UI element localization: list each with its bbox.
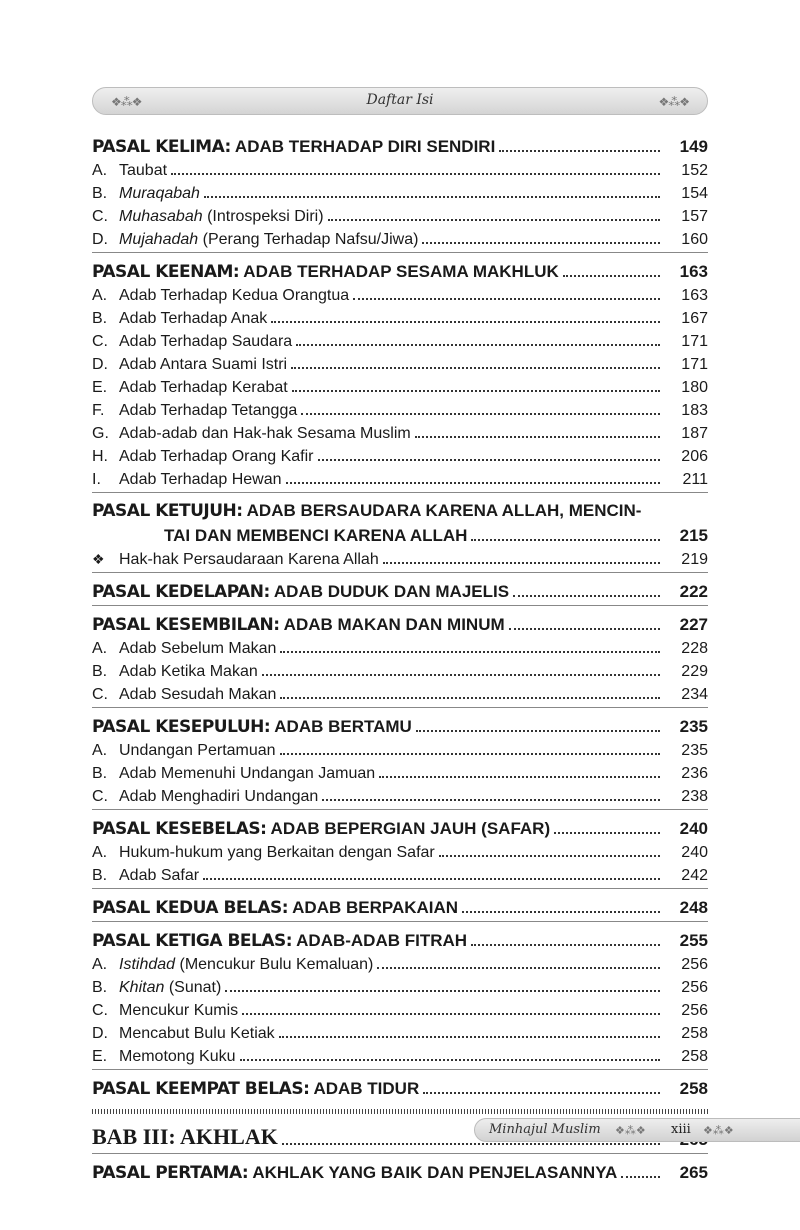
item-text: Memotong Kuku [119,1048,236,1065]
toc-item[interactable] [92,681,708,704]
toc-chapter[interactable] [92,712,708,737]
table-of-contents [92,128,708,1183]
dot-leader [280,697,660,699]
dot-leader [301,413,660,415]
item-marker: C. [92,788,108,805]
footer-banner [474,1118,800,1142]
page-number: 167 [681,310,708,327]
dot-leader [296,344,660,346]
page-number: 258 [679,1079,708,1098]
item-text: Mencabut Bulu Ketiak [119,1025,275,1042]
dot-leader [383,562,660,564]
page-number: 163 [681,287,708,304]
toc-chapter[interactable] [92,610,708,635]
toc-item[interactable] [92,443,708,466]
header-banner [92,87,708,115]
page-number: 248 [679,898,708,917]
bab-divider [92,1109,708,1114]
item-text: (Sunat) [164,979,222,996]
item-marker: A. [92,640,108,657]
page-number: 265 [679,1163,708,1182]
item-marker: A. [92,162,108,179]
page-number: 255 [679,931,708,950]
dot-leader [318,459,661,461]
ornament-icon: ❖⁂❖ [615,1125,646,1137]
item-marker: D. [92,356,108,373]
item-marker: B. [92,765,108,782]
toc-item[interactable] [92,328,708,351]
page-number: 234 [681,686,708,703]
dot-leader [204,196,660,198]
item-text: Adab-adab dan Hak-hak Sesama Muslim [119,425,411,442]
page-number: 187 [681,425,708,442]
page-number: 180 [681,379,708,396]
page-number: 242 [681,867,708,884]
chapter-prefix: PASAL KESEBELAS: [92,819,267,839]
page-number: 228 [681,640,708,657]
section-divider [92,809,708,810]
dot-leader [416,730,660,732]
item-text: Mencukur Kumis [119,1002,239,1019]
page-number: 149 [679,137,708,156]
section-divider [92,888,708,889]
toc-item[interactable] [92,635,708,658]
toc-item[interactable] [92,951,708,974]
page-number: 219 [681,551,708,568]
page-number: 240 [679,819,708,838]
item-marker: E. [92,379,108,396]
chapter-prefix: PASAL KETUJUH: [92,501,243,521]
chapter-title: ADAB TERHADAP SESAMA MAKHLUK [239,262,559,281]
page-number: 160 [681,231,708,248]
item-text-italic: Muraqabah [119,185,200,202]
item-text: Adab Terhadap Kedua Orangtua [119,287,350,304]
toc-chapter-continuation[interactable] [92,521,708,546]
item-text: (Introspeksi Diri) [202,208,324,225]
page-number: 171 [681,356,708,373]
toc-chapter[interactable] [92,1074,708,1099]
item-text-italic: Mujahadah [119,231,199,248]
chapter-title: ADAB TERHADAP DIRI SENDIRI [230,137,496,156]
item-marker: E. [92,1048,108,1065]
item-text: Adab Antara Suami Istri [119,356,288,373]
item-text: Adab Terhadap Tetangga [119,402,298,419]
section-divider [92,1069,708,1070]
chapter-prefix: PASAL KETIGA BELAS: [92,931,293,951]
dot-leader [280,753,660,755]
toc-item[interactable] [92,157,708,180]
toc-item[interactable] [92,658,708,681]
toc-item[interactable] [92,783,708,806]
dot-leader [415,436,660,438]
page-number: 229 [681,663,708,680]
item-text: Adab Terhadap Anak [119,310,268,327]
dot-leader [282,1143,660,1145]
diamond-bullet-icon: ❖ [92,551,105,567]
chapter-title: ADAB BERPAKAIAN [288,898,459,917]
section-divider [92,492,708,493]
chapter-title: AKHLAK YANG BAIK DAN PENJELASANNYA [248,1163,618,1182]
chapter-prefix: PASAL KEDELAPAN: [92,582,270,602]
dot-leader [563,275,660,277]
dot-leader [280,651,660,653]
dot-leader [377,967,660,969]
item-text: (Mencukur Bulu Kemaluan) [175,956,374,973]
dot-leader [353,298,660,300]
toc-chapter[interactable] [92,1158,708,1183]
toc-item[interactable] [92,1020,708,1043]
toc-item[interactable] [92,997,708,1020]
page-number: 154 [681,185,708,202]
item-marker: B. [92,867,108,884]
page-number: 222 [679,582,708,601]
dot-leader [328,219,660,221]
dot-leader [292,390,660,392]
dot-leader [171,173,660,175]
chapter-title: ADAB-ADAB FITRAH [292,931,468,950]
dot-leader [471,539,660,541]
section-divider [92,1153,708,1154]
page-number: 256 [681,1002,708,1019]
item-marker: B. [92,185,108,202]
dot-leader [462,911,660,913]
item-text: Hak-hak Persaudaraan Karena Allah [119,551,379,568]
item-text: Adab Terhadap Saudara [119,333,293,350]
page-number: 211 [682,471,708,488]
dot-leader [203,878,660,880]
chapter-title-line1: ADAB BERSAUDARA KARENA ALLAH, MENCIN- [242,501,642,520]
item-text: Adab Sebelum Makan [119,640,277,657]
chapter-prefix: PASAL KESEMBILAN: [92,615,280,635]
ornament-left-icon: ❖⁂❖ [111,95,142,109]
page-number: 256 [681,956,708,973]
dot-leader [262,674,660,676]
dot-leader [423,1092,660,1094]
dot-leader [240,1059,660,1061]
page-number: 206 [681,448,708,465]
item-marker: H. [92,448,108,465]
page-number: 236 [681,765,708,782]
dot-leader [513,595,660,597]
page-number: 183 [681,402,708,419]
toc-item[interactable] [92,737,708,760]
dot-leader [439,855,660,857]
chapter-title: ADAB MAKAN DAN MINUM [279,615,505,634]
page-number: 235 [681,742,708,759]
item-text: Undangan Pertamuan [119,742,276,759]
item-marker: A. [92,287,108,304]
toc-chapter[interactable] [92,132,708,157]
toc-item[interactable] [92,282,708,305]
page-number: 238 [681,788,708,805]
toc-item[interactable] [92,974,708,997]
footer-book-title: Minhajul Muslim [489,1122,601,1137]
chapter-prefix: PASAL KEEMPAT BELAS: [92,1079,310,1099]
dot-leader [621,1176,660,1178]
toc-item[interactable] [92,420,708,443]
item-text: Adab Menghadiri Undangan [119,788,319,805]
item-marker: D. [92,1025,108,1042]
item-text: Hukum-hukum yang Berkaitan dengan Safar [119,844,435,861]
item-text: Adab Ketika Makan [119,663,258,680]
item-text: Adab Memenuhi Undangan Jamuan [119,765,376,782]
item-marker: C. [92,686,108,703]
toc-item[interactable] [92,466,708,489]
chapter-title: ADAB DUDUK DAN MAJELIS [269,582,510,601]
toc-item[interactable] [92,351,708,374]
item-marker: D. [92,231,108,248]
dot-leader [225,990,660,992]
toc-chapter[interactable] [92,497,708,521]
item-text-italic: Istihdad [119,956,176,973]
page-number: 171 [681,333,708,350]
chapter-prefix: PASAL PERTAMA: [92,1163,249,1183]
dot-leader [509,628,660,630]
item-text: Adab Terhadap Orang Kafir [119,448,314,465]
item-text: Adab Sesudah Makan [119,686,277,703]
toc-item[interactable] [92,760,708,783]
page-number: 258 [681,1025,708,1042]
dot-leader [322,799,660,801]
dot-leader [554,832,660,834]
item-text: Adab Terhadap Kerabat [119,379,288,396]
item-marker: B. [92,663,108,680]
item-text: Taubat [119,162,168,179]
page-number: 258 [681,1048,708,1065]
toc-item[interactable] [92,180,708,203]
item-marker: F. [92,402,105,419]
section-divider [92,707,708,708]
dot-leader [499,150,660,152]
chapter-title: ADAB TIDUR [309,1079,420,1098]
toc-item[interactable] [92,546,708,569]
item-marker: C. [92,208,108,225]
item-marker: A. [92,956,108,973]
item-marker: C. [92,333,108,350]
item-marker: I. [92,471,101,488]
dot-leader [379,776,660,778]
page-number: 163 [679,262,708,281]
item-text-italic: Muhasabah [119,208,203,225]
chapter-prefix: PASAL KESEPULUH: [92,717,271,737]
dot-leader [271,321,660,323]
item-text-italic: Khitan [119,979,165,996]
item-marker: B. [92,979,108,996]
page-number: 235 [679,717,708,736]
footer-page-number: xiii [671,1122,691,1137]
toc-chapter[interactable] [92,814,708,839]
chapter-prefix: PASAL KELIMA: [92,137,231,157]
section-divider [92,605,708,606]
item-marker: C. [92,1002,108,1019]
section-divider [92,921,708,922]
dot-leader [422,242,660,244]
toc-item[interactable] [92,862,708,885]
toc-item[interactable] [92,374,708,397]
chapter-title-line2: TAI DAN MEMBENCI KARENA ALLAH [164,526,468,545]
page-number: 256 [681,979,708,996]
toc-chapter[interactable] [92,257,708,282]
page-number: 227 [679,615,708,634]
toc-item[interactable] [92,839,708,862]
toc-item[interactable] [92,305,708,328]
item-text: (Perang Terhadap Nafsu/Jiwa) [198,231,419,248]
item-marker: A. [92,742,108,759]
bab-title: BAB III: AKHLAK [92,1124,278,1149]
item-marker: G. [92,425,109,442]
page-number: 215 [679,526,708,545]
section-divider [92,572,708,573]
ornament-right-icon: ❖⁂❖ [658,95,689,109]
dot-leader [471,944,660,946]
chapter-title: ADAB BERTAMU [270,717,412,736]
dot-leader [242,1013,660,1015]
toc-chapter[interactable] [92,577,708,602]
chapter-prefix: PASAL KEENAM: [92,262,240,282]
toc-item[interactable] [92,397,708,420]
toc-chapter[interactable] [92,926,708,951]
dot-leader [279,1036,660,1038]
item-text: Adab Terhadap Hewan [119,471,282,488]
item-marker: B. [92,310,108,327]
ornament-icon: ❖⁂❖ [703,1125,734,1137]
page-number: 240 [681,844,708,861]
toc-chapter[interactable] [92,893,708,918]
dot-leader [286,482,661,484]
item-marker: A. [92,844,108,861]
toc-item[interactable] [92,226,708,249]
chapter-prefix: PASAL KEDUA BELAS: [92,898,289,918]
item-text: Adab Safar [119,867,200,884]
chapter-title: ADAB BEPERGIAN JAUH (SAFAR) [266,819,551,838]
dot-leader [291,367,660,369]
section-divider [92,252,708,253]
page-title: Daftar Isi [366,92,434,108]
toc-item[interactable] [92,203,708,226]
toc-item[interactable] [92,1043,708,1066]
page-number: 152 [681,162,708,179]
page-number: 157 [681,208,708,225]
